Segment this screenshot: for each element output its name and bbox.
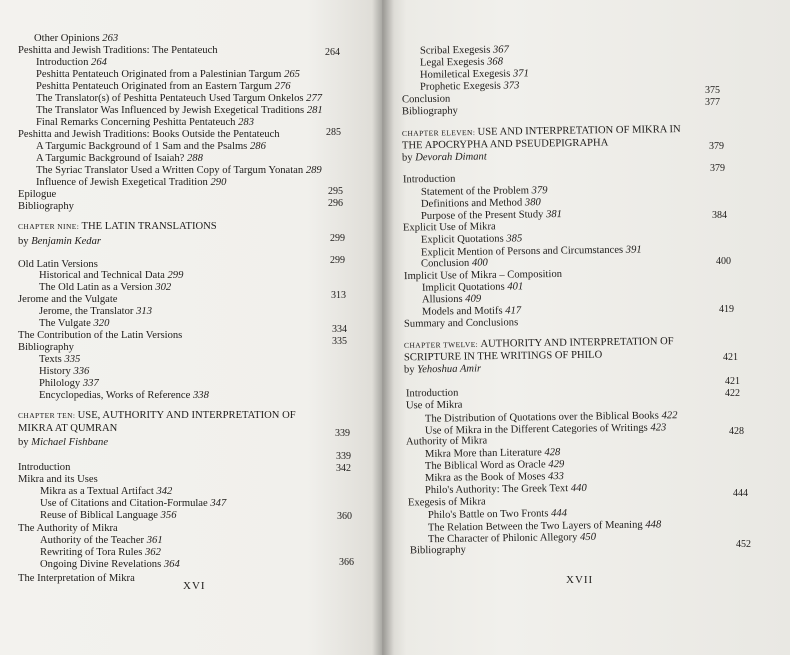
entry-page-number: 265 [284, 69, 300, 80]
right-toc-line [422, 294, 481, 307]
page-folio-left: XVI [183, 580, 206, 592]
entry-page-number: 264 [91, 57, 107, 68]
right-toc-line [403, 174, 456, 187]
left-toc-line [40, 535, 163, 547]
left-toc-line [36, 105, 323, 117]
entry-title: Introduction [36, 57, 92, 68]
entry-title: The Distribution of Quotations over the Biblical Books [424, 410, 662, 425]
left-toc-line [18, 474, 98, 486]
entry-title: Philo's Battle on Two Fronts [427, 508, 552, 521]
entry-page-number: 338 [192, 390, 209, 401]
entry-page-number: 342 [156, 486, 173, 497]
entry-page-number: 336 [73, 366, 90, 377]
entry-title: Mikra More than Literature [424, 447, 545, 460]
entry-title: A Targumic Background of Isaiah? [36, 153, 187, 164]
left-page-number: 295 [328, 186, 343, 197]
chapter-label: CHAPTER TEN: [18, 411, 78, 420]
entry-page-number: 440 [570, 482, 587, 495]
entry-title: Mikra and its Uses [18, 474, 98, 485]
chapter-label: CHAPTER ELEVEN: [401, 127, 478, 138]
left-toc-line [18, 294, 117, 306]
entry-title: Use of Mikra in the Different Categories of Writings [424, 422, 651, 437]
left-toc-line [36, 177, 226, 189]
left-toc-line [39, 306, 152, 318]
right-toc-line [403, 221, 496, 234]
left-toc-line [36, 165, 322, 177]
right-toc-line [402, 151, 487, 164]
right-toc-line [420, 56, 503, 69]
entry-title: THE LATIN TRANSLATIONS [81, 221, 217, 232]
entry-title: Statement of the Problem [420, 185, 532, 198]
book-gutter [372, 0, 394, 655]
entry-page-number: 444 [551, 508, 568, 520]
left-toc-line [39, 282, 171, 294]
entry-title: Jerome, the Translator [39, 306, 137, 317]
entry-title: Authority of the Teacher [40, 535, 147, 546]
left-toc-line [18, 523, 118, 535]
entry-title: Legal Exegesis [419, 56, 488, 69]
entry-title: Introduction [405, 387, 459, 400]
left-page-number: 285 [326, 127, 341, 138]
left-toc-line [18, 201, 74, 213]
entry-title: Philology [39, 378, 83, 389]
entry-title: MIKRA AT QUMRAN [18, 423, 118, 434]
entry-page-number: 385 [506, 233, 523, 245]
right-toc-line [421, 258, 488, 271]
entry-title: Conclusion [401, 93, 451, 106]
entry-title: Explicit Use of Mikra [402, 221, 496, 234]
entry-page-number: 450 [580, 531, 597, 544]
entry-page-number: Yehoshua Amir [417, 363, 482, 376]
left-toc-line [40, 486, 172, 498]
entry-title: Final Remarks Concerning Peshitta Pentateuch [36, 117, 239, 128]
entry-title: Purpose of the Present Study [420, 209, 547, 222]
entry-page-number: 391 [625, 244, 642, 256]
left-toc-line [18, 45, 218, 57]
entry-title: by [18, 236, 32, 247]
entry-title: Bibliography [18, 342, 74, 353]
entry-title: Definitions and Method [420, 197, 525, 210]
entry-title: by [401, 152, 416, 164]
left-toc-line [18, 129, 280, 141]
entry-title: Ongoing Divine Revelations [40, 559, 164, 570]
right-page-number: 400 [716, 256, 731, 267]
entry-title: Mikra as the Book of Moses [424, 471, 549, 484]
entry-page-number: 367 [492, 44, 509, 56]
entry-page-number: Devorah Dimant [415, 151, 487, 164]
right-page-number: 419 [719, 304, 734, 315]
entry-page-number: 281 [306, 105, 323, 116]
left-toc-line [39, 354, 80, 366]
entry-title: Peshitta and Jewish Traditions: The Pentateuch [18, 45, 218, 56]
left-toc-line [39, 318, 109, 330]
entry-page-number: 347 [210, 498, 227, 509]
entry-title: Historical and Technical Data [39, 270, 168, 281]
entry-title: Implicit Quotations [421, 281, 508, 294]
entry-title: Reuse of Biblical Language [40, 510, 161, 521]
entry-title: The Old Latin as a Version [39, 282, 156, 293]
left-toc-line [18, 437, 108, 449]
left-toc-line [36, 69, 300, 81]
entry-title: Epilogue [18, 189, 57, 200]
entry-page-number: 313 [136, 306, 152, 317]
left-toc-line [36, 93, 322, 105]
entry-page-number: 337 [82, 378, 99, 389]
right-toc-line [422, 281, 523, 294]
entry-page-number: 356 [160, 510, 177, 521]
left-toc-line [18, 462, 70, 474]
entry-page-number: 335 [64, 354, 81, 365]
entry-title: Bibliography [401, 105, 458, 118]
entry-page-number: 371 [512, 68, 529, 80]
entry-title: Explicit Quotations [420, 233, 507, 246]
entry-title: USE AND INTERPRETATION OF MIKRA IN [477, 124, 681, 138]
entry-page-number: Michael Fishbane [31, 437, 109, 448]
left-toc-line [40, 547, 161, 559]
entry-page-number: 433 [547, 471, 564, 483]
right-page-number: 377 [705, 97, 720, 108]
right-toc-line [425, 483, 587, 497]
entry-page-number: 276 [274, 81, 291, 92]
entry-page-number: 320 [93, 318, 110, 329]
entry-page-number: 400 [471, 257, 488, 269]
entry-title: SCRIPTURE IN THE WRITINGS OF PHILO [403, 349, 603, 364]
entry-title: The Syriac Translator Used a Written Copy of Targum Yonatan [36, 165, 306, 176]
right-toc-line [402, 94, 450, 107]
left-toc-line [18, 573, 135, 585]
entry-title: Other Opinions [34, 33, 103, 44]
entry-title: Peshitta and Jewish Traditions: Books Outside the Pentateuch [18, 129, 280, 140]
entry-title: Jerome and the Vulgate [18, 294, 118, 305]
entry-title: Introduction [18, 462, 71, 473]
entry-title: Allusions [421, 293, 466, 306]
entry-title: Peshitta Pentateuch Originated from an Eastern Targum [36, 81, 275, 92]
entry-page-number: 423 [650, 422, 667, 434]
entry-title: Bibliography [18, 201, 74, 212]
left-toc-line [18, 410, 296, 422]
left-page-number: 366 [339, 557, 354, 568]
entry-title: Homiletical Exegesis [419, 68, 514, 81]
left-toc-line [18, 221, 217, 233]
right-toc-line [404, 317, 518, 331]
right-toc-line [408, 496, 486, 509]
entry-page-number: 429 [548, 459, 565, 471]
entry-page-number: 401 [507, 281, 524, 293]
entry-title: Bibliography [409, 544, 466, 557]
right-page-number: 444 [733, 488, 748, 499]
entry-title: History [39, 366, 74, 377]
entry-title: Rewriting of Tora Rules [40, 547, 145, 558]
left-toc-line [40, 498, 226, 510]
left-toc-line [39, 270, 183, 282]
entry-title: Exegesis of Mikra [407, 496, 486, 509]
right-page-number: 379 [710, 163, 725, 174]
right-toc-line [402, 106, 458, 119]
entry-page-number: 277 [306, 93, 323, 104]
entry-title: Encyclopedias, Works of Reference [39, 390, 193, 401]
entry-title: The Character of Philonic Allegory [427, 532, 581, 546]
entry-title: The Biblical Word as Oracle [424, 459, 549, 472]
entry-title: Texts [39, 354, 65, 365]
left-page-number: 299 [330, 233, 345, 244]
entry-title: The Authority of Mikra [18, 523, 118, 534]
entry-title: by [18, 437, 32, 448]
entry-title: Implicit Use of Mikra – Composition [403, 268, 563, 283]
entry-page-number: 448 [645, 519, 662, 531]
left-toc-line [18, 423, 117, 435]
right-toc-line [428, 508, 567, 522]
entry-title: Prophetic Exegesis [419, 80, 504, 93]
right-toc-line [406, 435, 487, 448]
entry-title: Influence of Jewish Exegetical Tradition [36, 177, 211, 188]
left-toc-line [36, 153, 203, 165]
entry-page-number: 263 [102, 33, 119, 44]
entry-page-number: 422 [661, 410, 678, 422]
left-toc-line [18, 236, 101, 248]
right-page-number: 384 [712, 210, 727, 221]
entry-title: Use of Citations and Citation-Formulae [40, 498, 211, 509]
right-toc-line [406, 400, 463, 413]
entry-title: Philo's Authority: The Greek Text [424, 483, 571, 497]
entry-page-number: 283 [238, 117, 255, 128]
left-toc-line [36, 57, 107, 69]
right-page-number: 375 [705, 85, 720, 96]
right-page-number: 428 [729, 426, 744, 437]
left-toc-line [36, 81, 291, 93]
entry-title: The Translator Was Influenced by Jewish Exegetical Traditions [36, 105, 307, 116]
entry-page-number: 362 [145, 547, 161, 558]
chapter-label: CHAPTER NINE: [18, 222, 82, 231]
entry-title: Introduction [402, 173, 456, 186]
left-toc-line [39, 378, 99, 390]
entry-page-number: 302 [155, 282, 172, 293]
entry-page-number: 289 [305, 165, 322, 176]
entry-page-number: 361 [146, 535, 163, 546]
entry-title: AUTHORITY AND INTERPRETATION OF [480, 336, 674, 350]
right-page-number: 421 [723, 352, 738, 363]
right-toc-line [410, 545, 466, 558]
left-toc-line [34, 33, 118, 45]
left-page-number: 313 [331, 290, 346, 301]
entry-title: Summary and Conclusions [403, 317, 519, 330]
right-toc-line [404, 363, 481, 376]
left-toc-line [40, 510, 177, 522]
left-toc-line [36, 117, 254, 129]
entry-title: by [403, 364, 418, 376]
entry-title: Scribal Exegesis [419, 44, 494, 57]
entry-title: THE APOCRYPHA AND PSEUDEPIGRAPHA [401, 137, 609, 152]
entry-title: The Translator(s) of Peshitta Pentateuch Used Targum Onkelos [36, 93, 307, 104]
entry-page-number: Benjamin Kedar [31, 236, 101, 247]
left-page-number: 335 [332, 336, 347, 347]
left-page-number: 339 [335, 428, 350, 439]
left-page-number: 339 [336, 451, 351, 462]
right-toc-line [421, 233, 522, 246]
entry-page-number: 368 [486, 56, 504, 68]
entry-title: The Relation Between the Two Layers of Meaning [427, 519, 646, 534]
entry-title: Explicit Mention of Persons and Circumstances [420, 244, 626, 259]
entry-page-number: 288 [186, 153, 203, 164]
entry-title: Old Latin Versions [18, 259, 98, 270]
right-toc-line [420, 80, 520, 93]
right-page-number: 379 [709, 141, 724, 152]
right-page-number: 421 [725, 376, 740, 387]
left-page-number: 296 [328, 198, 343, 209]
entry-page-number: 364 [163, 559, 180, 570]
entry-title: The Vulgate [39, 318, 94, 329]
left-toc-line [18, 342, 74, 354]
left-page-number: 299 [330, 255, 345, 266]
entry-title: Conclusion [420, 257, 472, 270]
entry-page-number: 299 [167, 270, 184, 281]
entry-page-number: 373 [503, 80, 520, 92]
entry-page-number: 409 [465, 293, 482, 305]
entry-page-number: 379 [531, 185, 548, 197]
right-toc-line [406, 388, 459, 401]
entry-title: The Interpretation of Mikra [18, 573, 135, 584]
left-toc-line [36, 141, 266, 153]
left-toc-line [18, 189, 56, 201]
right-page-number: 452 [736, 539, 751, 550]
entry-title: A Targumic Background of 1 Sam and the Psalms [36, 141, 250, 152]
left-toc-line [39, 366, 89, 378]
entry-page-number: 290 [210, 177, 227, 188]
entry-title: USE, AUTHORITY AND INTERPRETATION OF [77, 410, 296, 421]
entry-page-number: 381 [545, 209, 563, 221]
entry-page-number: 380 [524, 197, 541, 209]
entry-title: The Contribution of the Latin Versions [18, 330, 183, 341]
entry-title: Peshitta Pentateuch Originated from a Palestinian Targum [36, 69, 285, 80]
left-toc-line [39, 390, 209, 402]
entry-title: Models and Motifs [421, 305, 506, 318]
left-page-number: 360 [337, 511, 352, 522]
entry-title: Use of Mikra [405, 399, 463, 412]
entry-page-number: 428 [544, 447, 561, 459]
right-page-number: 422 [725, 388, 740, 399]
chapter-label: CHAPTER TWELVE: [403, 339, 481, 350]
left-page-number: 264 [325, 47, 340, 58]
left-page-number: 334 [332, 324, 347, 335]
entry-page-number: 286 [249, 141, 266, 152]
left-page-number: 342 [336, 463, 351, 474]
entry-title: Mikra as a Textual Artifact [40, 486, 157, 497]
left-toc-line [40, 559, 180, 571]
left-toc-line [18, 330, 182, 342]
page-folio-right: XVII [566, 574, 594, 586]
entry-page-number: 417 [505, 305, 522, 317]
entry-title: Authority of Mikra [405, 435, 488, 448]
